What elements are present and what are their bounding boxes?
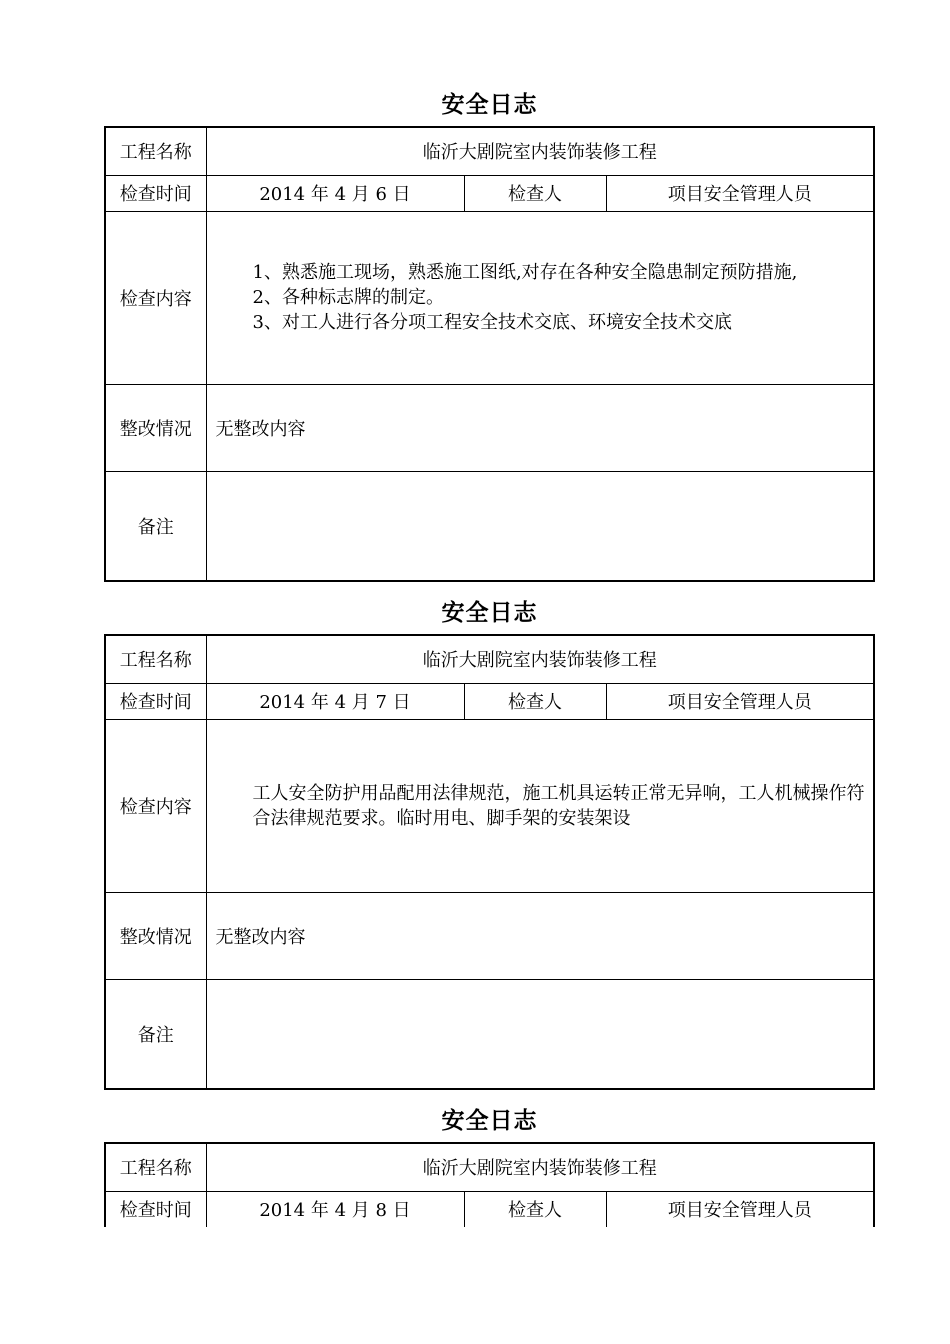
inspector-label: 检查人 bbox=[464, 1191, 606, 1227]
content-row bbox=[105, 719, 874, 892]
remarks-label: 备注 bbox=[105, 471, 206, 581]
inspect-time-row bbox=[105, 1191, 874, 1227]
inspector-label: 检查人 bbox=[464, 175, 606, 211]
project-name-value: 临沂大剧院室内装饰装修工程 bbox=[206, 635, 874, 683]
log-title: 安全日志 bbox=[441, 1108, 538, 1134]
rectification-value: 无整改内容 bbox=[206, 892, 874, 979]
remarks-label: 备注 bbox=[105, 979, 206, 1089]
inspector-value: 项目安全管理人员 bbox=[606, 1191, 874, 1227]
content-line: 1、熟悉施工现场，熟悉施工图纸,对存在各种安全隐患制定预防措施, bbox=[252, 262, 798, 283]
project-name-row bbox=[105, 635, 874, 683]
rectification-row bbox=[105, 892, 874, 979]
content-value bbox=[206, 719, 874, 892]
inspect-time-row bbox=[105, 175, 874, 211]
rectification-label: 整改情况 bbox=[105, 384, 206, 471]
rectification-value: 无整改内容 bbox=[206, 384, 874, 471]
remarks-value bbox=[206, 979, 874, 1089]
inspect-date-value: 2014 年 4 月 8 日 bbox=[206, 1191, 464, 1227]
inspect-time-label: 检查时间 bbox=[105, 175, 206, 211]
remarks-row bbox=[105, 471, 874, 581]
inspect-time-label: 检查时间 bbox=[105, 683, 206, 719]
log-title: 安全日志 bbox=[441, 600, 538, 626]
rectification-label: 整改情况 bbox=[105, 892, 206, 979]
project-name-value: 临沂大剧院室内装饰装修工程 bbox=[206, 127, 874, 175]
content-label: 检查内容 bbox=[105, 719, 206, 892]
inspect-date-value: 2014 年 4 月 6 日 bbox=[206, 175, 464, 211]
inspect-date-value: 2014 年 4 月 7 日 bbox=[206, 683, 464, 719]
content-line: 3、对工人进行各分项工程安全技术交底、环境安全技术交底 bbox=[252, 312, 732, 333]
content-line: 工人安全防护用品配用法律规范，施工机具运转正常无异响，工人机械操作符合法律规范要求。临时用电、脚手架的安装架设 bbox=[252, 782, 865, 829]
log-table bbox=[104, 126, 875, 582]
content-row bbox=[105, 211, 874, 384]
inspect-time-row bbox=[105, 683, 874, 719]
project-name-label: 工程名称 bbox=[105, 1143, 206, 1191]
inspector-label: 检查人 bbox=[464, 683, 606, 719]
content-line: 2、各种标志牌的制定。 bbox=[252, 287, 444, 308]
project-name-value: 临沂大剧院室内装饰装修工程 bbox=[206, 1143, 874, 1191]
remarks-row bbox=[105, 979, 874, 1089]
inspector-value: 项目安全管理人员 bbox=[606, 175, 874, 211]
remarks-value bbox=[206, 471, 874, 581]
project-name-row bbox=[105, 127, 874, 175]
log-table bbox=[104, 634, 875, 1090]
rectification-row bbox=[105, 384, 874, 471]
content-label: 检查内容 bbox=[105, 211, 206, 384]
log-table bbox=[104, 1142, 875, 1227]
content-value bbox=[206, 211, 874, 384]
inspect-time-label: 检查时间 bbox=[105, 1191, 206, 1227]
project-name-row bbox=[105, 1143, 874, 1191]
project-name-label: 工程名称 bbox=[105, 127, 206, 175]
inspector-value: 项目安全管理人员 bbox=[606, 683, 874, 719]
project-name-label: 工程名称 bbox=[105, 635, 206, 683]
log-title: 安全日志 bbox=[441, 92, 538, 118]
